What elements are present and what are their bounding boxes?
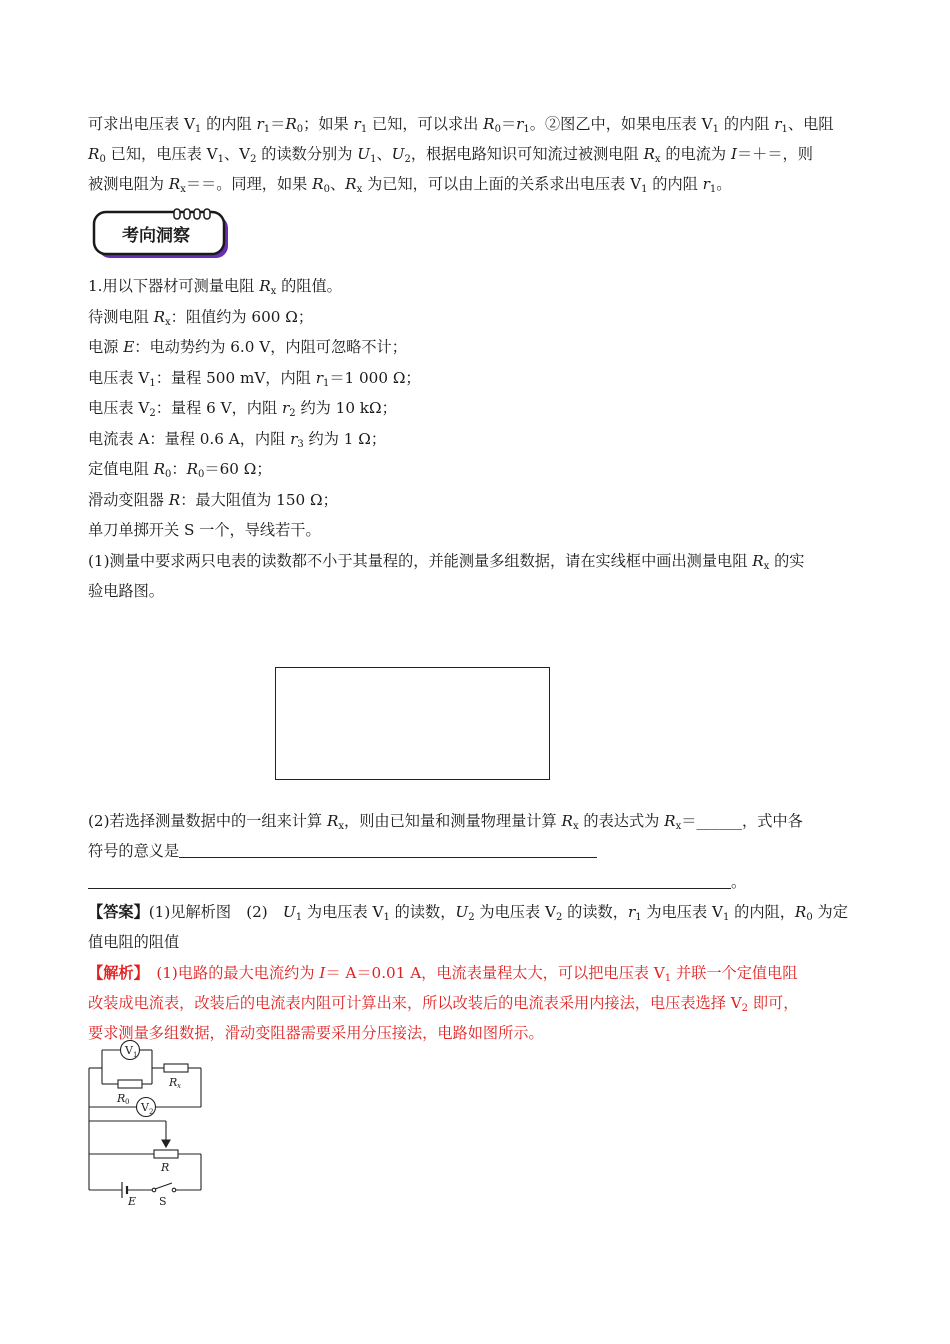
- answer-label: 【答案】: [88, 903, 149, 921]
- intro-line-3: 被测电阻为 $R_x==$。同理，如果 $R_0$、$R_x$ 为已知，可以由上面的关系求出电压表 $V_1$ 的内阻 $r_1$。: [88, 175, 732, 195]
- analysis-line-2: 改装成电流表，改装后的电流表内阻可计算出来，所以改装后的电流表采用内接法，电压表选择 $V_2$ 即可，: [88, 994, 799, 1014]
- slider-arrow-icon: [162, 1140, 170, 1147]
- answer-line-1: 【答案】(1)见解析图 (2) $U_1$ 为电压表 $V_1$ 的读数，$U_2$ 为电压表 $V_2$ 的读数，$r_1$ 为电压表 $V_1$ 的内阻，$R_0$ 为定: [88, 903, 848, 923]
- equipment-item: 待测电阻 $R_x$：阻值约为 600 Ω；: [88, 308, 314, 328]
- part2-line-2: 符号的意义是: [88, 841, 868, 861]
- part2-line-1: (2)若选择测量数据中的一组来计算 $R_x$，则由已知量和测量物理量计算 $R_x$ 的表达式为 $R_x=\_\_\_\_\_\_$，式中各: [88, 812, 803, 832]
- rx-label: R: [169, 1076, 178, 1089]
- s-label: S: [159, 1195, 167, 1208]
- r-label: R: [161, 1161, 170, 1174]
- analysis-line-1: 【解析】 (1)电路的最大电流约为 I＝ A＝0.01 A，电流表量程太大，可以把电压表 $V_1$ 并联一个定值电阻: [88, 964, 798, 984]
- v1-label: V: [125, 1044, 133, 1057]
- switch-blade-icon: [155, 1183, 172, 1189]
- rheostat-r-icon: [154, 1150, 178, 1158]
- analysis-line-3: 要求测量多组数据，滑动变阻器需要采用分压接法，电路如图所示。: [88, 1024, 544, 1042]
- equipment-item: 滑动变阻器 R：最大阻值为 150 Ω；: [88, 491, 338, 509]
- e-label: E: [128, 1195, 137, 1208]
- v2-label: V: [141, 1101, 149, 1114]
- v1-sub: 1: [133, 1051, 138, 1059]
- resistor-rx-icon: [164, 1064, 188, 1072]
- resistor-r0-icon: [118, 1080, 142, 1088]
- equipment-item: 定值电阻 $R_0$：$R_0=60$ Ω；: [88, 460, 272, 480]
- intro-line-1: 可求出电压表 $V_1$ 的内阻 $r_1=R_0$；如果 $r_1$ 已知，可以求出 $R_0=r_1$。②图乙中，如果电压表 $V_1$ 的内阻 $r_1$、电阻: [88, 115, 834, 135]
- part1-line-1: (1)测量中要求两只电表的读数都不小于其量程的，并能测量多组数据，请在实线框中画出测量电阻 $R_x$ 的实: [88, 552, 805, 572]
- r0-label: R: [117, 1092, 126, 1105]
- r0-sub: 0: [125, 1098, 130, 1106]
- equipment-item: 电压表 $V_1$：量程 500 mV，内阻 $r_1=1$ 000 Ω；: [88, 369, 421, 389]
- answer-line-2: 值电阻的阻值: [88, 933, 180, 951]
- analysis-label: 【解析】: [88, 964, 142, 982]
- rx-sub: x: [177, 1082, 181, 1090]
- part2-line-3: 。: [88, 872, 868, 892]
- question-stem: 1.用以下器材可测量电阻 $R_x$ 的阻值。: [88, 277, 342, 297]
- equipment-item: 单刀单掷开关 S 一个，导线若干。: [88, 521, 321, 539]
- badge-label: 考向洞察: [122, 226, 190, 246]
- v2-sub: 2: [149, 1108, 154, 1116]
- answer-blank-line[interactable]: [88, 872, 731, 889]
- section-badge: [90, 208, 232, 260]
- part1-line-2: 验电路图。: [88, 582, 164, 600]
- circuit-drawing-box[interactable]: [275, 667, 550, 780]
- switch-contact-icon: [172, 1188, 176, 1192]
- circuit-diagram: [84, 1040, 209, 1208]
- equipment-item: 电源 E：电动势约为 6.0 V，内阻可忽略不计；: [88, 338, 407, 356]
- equipment-item: 电流表 A：量程 0.6 A，内阻 $r_3$ 约为 1 Ω；: [88, 430, 387, 450]
- equipment-item: 电压表 $V_2$：量程 6 V，内阻 $r_2$ 约为 10 kΩ；: [88, 399, 397, 419]
- answer-blank-line[interactable]: [179, 841, 597, 858]
- intro-line-2: $R_0$ 已知，电压表 $V_1$、$V_2$ 的读数分别为 $U_1$、$U_2$，根据电路知识可知流过被测电阻 $R_x$ 的电流为 I＝＋＝，则: [88, 145, 813, 165]
